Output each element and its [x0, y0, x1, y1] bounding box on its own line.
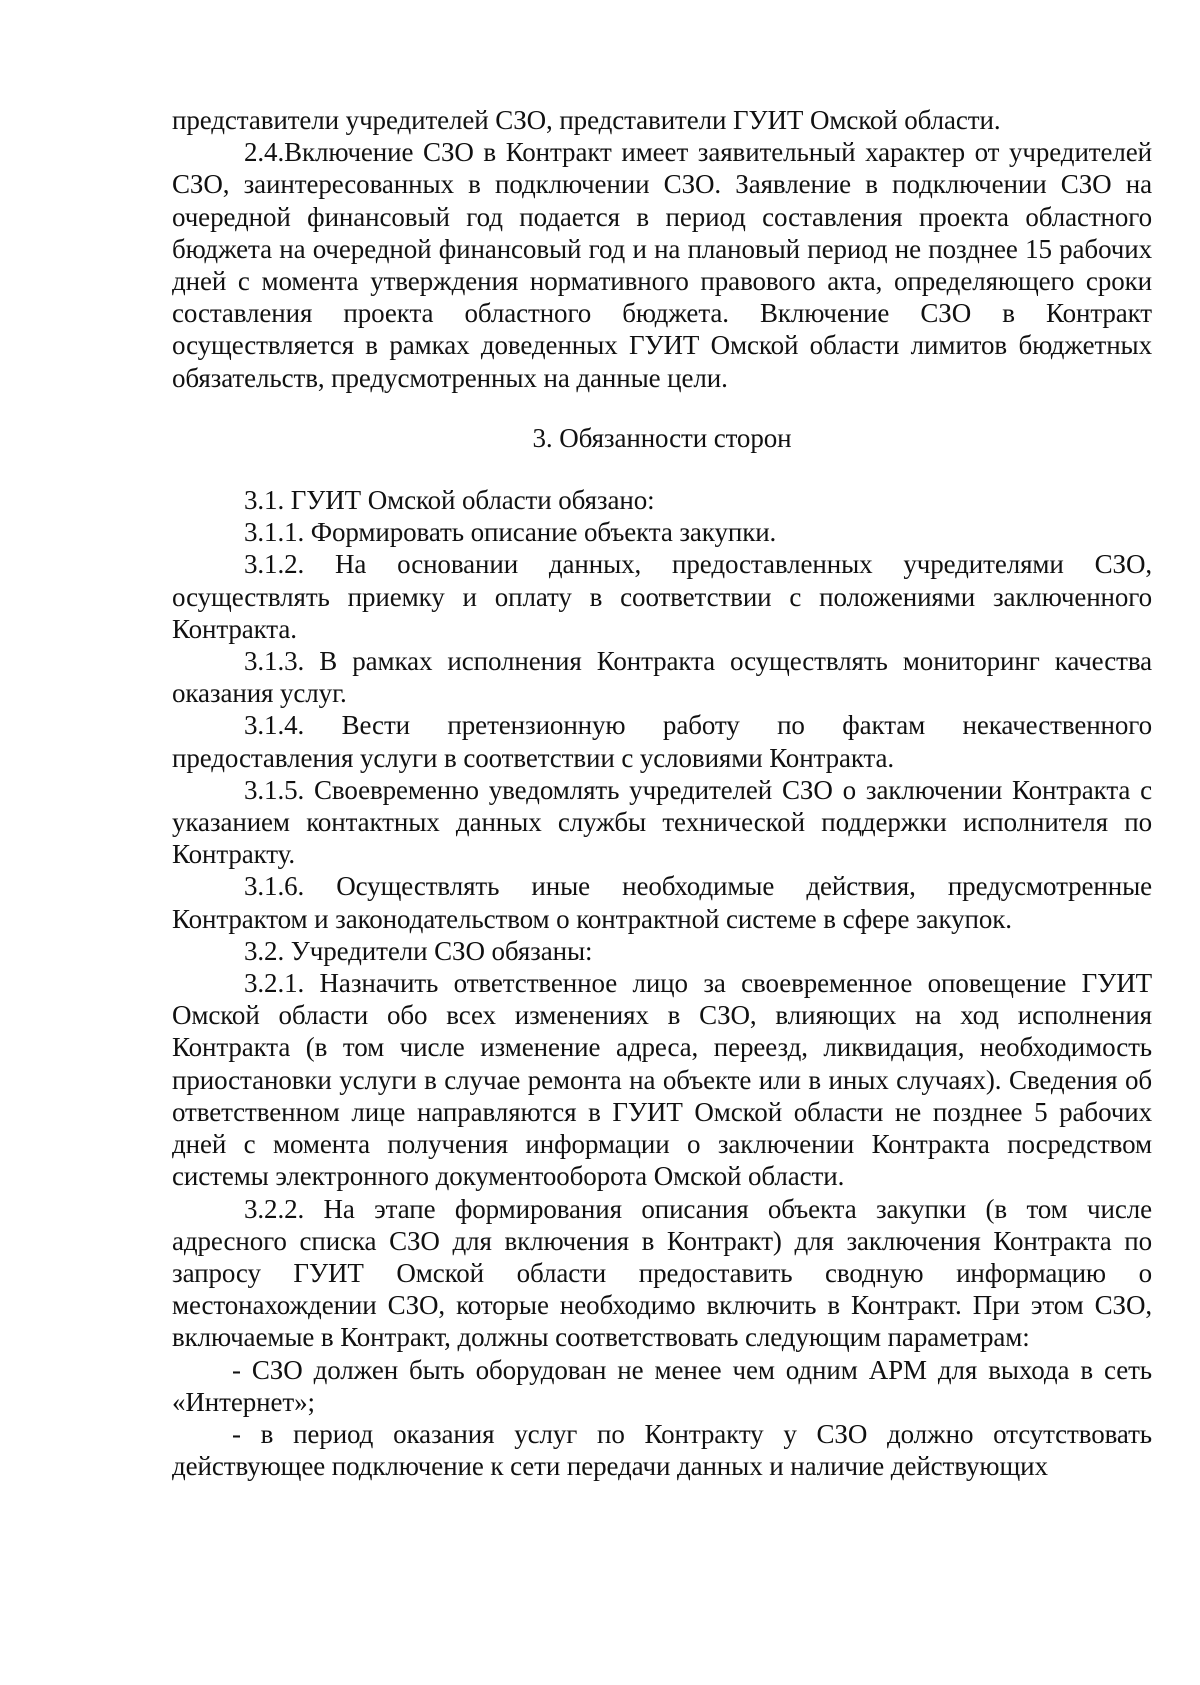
list-item-arm: - СЗО должен быть оборудован не менее чем одним АРМ для выхода в сеть «Интернет»;: [172, 1354, 1152, 1417]
spacer: [172, 394, 1152, 422]
paragraph-3-1: 3.1. ГУИТ Омской области обязано:: [244, 485, 655, 516]
paragraph-3-2: 3.2. Учредители СЗО обязаны:: [244, 935, 593, 966]
paragraph-3-2-1: 3.2.1. Назначить ответственное лицо за своевременное оповещение ГУИТ Омской области обо всех изменениях в СЗО, влияющих на ход исполнения Контракта (в том числе изменение адреса, переезд, ликвидация, необходимость приостановки услуги в случае ремонта на объекте или в иных случаях). Сведения об ответственном лице направляются в ГУИТ Омской области не позднее 5 рабочих дней с момента получения информации о заключении Контракта посредством системы электронного документооборота Омской области.: [172, 968, 1152, 1192]
paragraph-3-1-1: 3.1.1. Формировать описание объекта закупки.: [244, 517, 777, 548]
paragraph-3-1-3: 3.1.3. В рамках исполнения Контракта осуществлять мониторинг качества оказания услуг.: [172, 646, 1152, 709]
paragraph-3-1-4: 3.1.4. Вести претензионную работу по фактам некачественного предоставления услуги в соответствии с условиями Контракта.: [172, 710, 1152, 773]
paragraph-3-1-6: 3.1.6. Осуществлять иные необходимые действия, предусмотренные Контрактом и законодательством о контрактной системе в сфере закупок.: [172, 871, 1152, 934]
paragraph-representatives: представители учредителей СЗО, представители ГУИТ Омской области.: [172, 105, 1001, 135]
paragraph-3-2-2: 3.2.2. На этапе формирования описания объекта закупки (в том числе адресного списка СЗО для включения в Контракт) для заключения Контракта по запросу ГУИТ Омской области предоставить сводную информацию о местонахождении СЗО, которые необходимо включить в Контракт. При этом СЗО, включаемые в Контракт, должны соответствовать следующим параметрам:: [172, 1193, 1152, 1353]
paragraph-3-1-5: 3.1.5. Своевременно уведомлять учредителей СЗО о заключении Контракта с указанием контактных данных службы технической поддержки исполнителя по Контракту.: [172, 774, 1152, 870]
paragraph-2-4: 2.4.Включение СЗО в Контракт имеет заявительный характер от учредителей СЗО, заинтересованных в подключении СЗО. Заявление в подключении СЗО на очередной финансовый год подается в период составления проекта областного бюджета на очередной финансовый год и на плановый период не позднее 15 рабочих дней с момента утверждения нормативного правового акта, определяющего сроки составления проекта областного бюджета. Включение СЗО в Контракт осуществляется в рамках доведенных ГУИТ Омской области лимитов бюджетных обязательств, предусмотренных на данные цели.: [172, 137, 1152, 393]
spacer: [172, 454, 1152, 484]
list-item-connection: - в период оказания услуг по Контракту у СЗО должно отсутствовать действующее подключение к сети передачи данных и наличие действующих: [172, 1418, 1152, 1482]
paragraph-3-1-2: 3.1.2. На основании данных, предоставленных учредителями СЗО, осуществлять приемку и оплату в соответствии с положениями заключенного Контракта.: [172, 549, 1152, 644]
document-body: [172, 104, 1152, 1482]
section-heading: 3. Обязанности сторон: [532, 422, 792, 453]
